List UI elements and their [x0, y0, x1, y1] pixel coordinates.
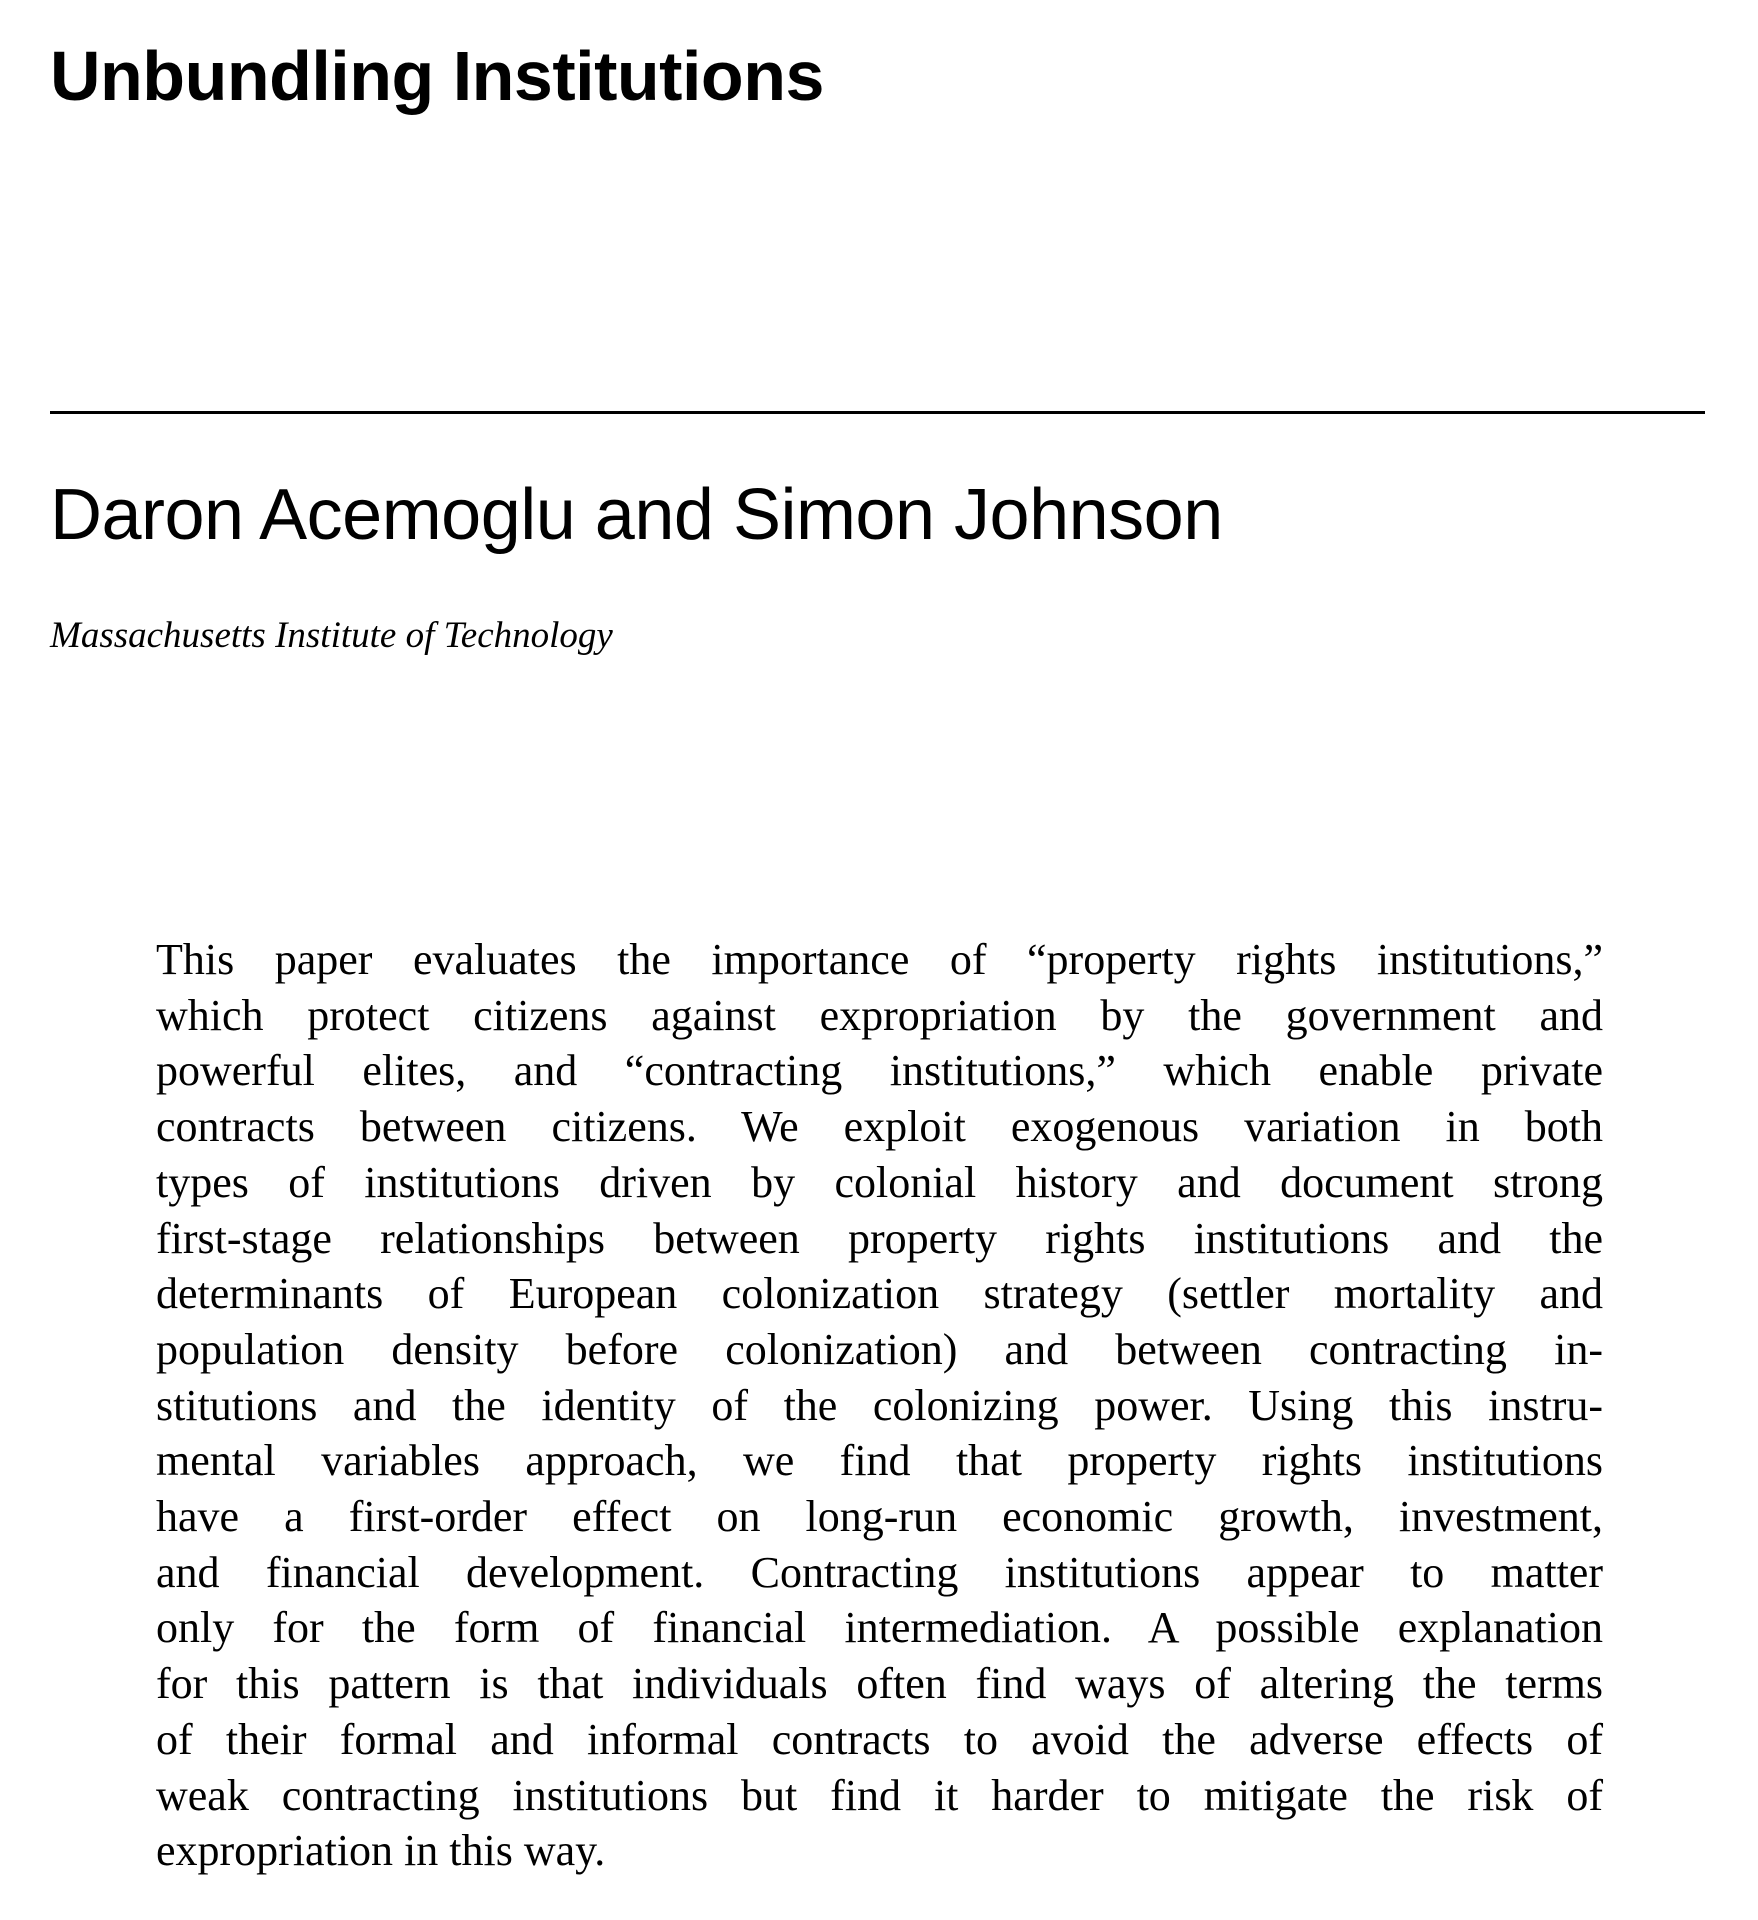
abstract-line: have a first-order effect on long-run economic growth, investment, — [156, 1492, 1603, 1542]
abstract-line: for this pattern is that individuals often find ways of altering the terms — [156, 1659, 1603, 1709]
title-divider — [50, 411, 1705, 414]
abstract-line: This paper evaluates the importance of “property rights institutions,” — [156, 935, 1603, 984]
abstract-line: determinants of European colonization strategy (settler mortality and — [156, 1269, 1603, 1319]
abstract-line: expropriation in this way. — [156, 1826, 606, 1876]
affiliation: Massachusetts Institute of Technology — [50, 615, 613, 656]
abstract-line: contracts between citizens. We exploit exogenous variation in both — [156, 1102, 1603, 1152]
abstract-line: which protect citizens against expropriation by the government and — [156, 990, 1603, 1040]
authors: Daron Acemoglu and Simon Johnson — [50, 475, 1223, 555]
paper-title: Unbundling Institutions — [50, 37, 824, 115]
abstract-line: weak contracting institutions but find it harder to mitigate the risk of — [156, 1770, 1603, 1820]
abstract-line: first-stage relationships between property rights institutions and the — [156, 1213, 1603, 1263]
abstract-line: powerful elites, and “contracting institutions,” which enable private — [156, 1046, 1603, 1096]
abstract — [156, 932, 1603, 1879]
abstract-line: types of institutions driven by colonial history and document strong — [156, 1157, 1603, 1207]
abstract-line: mental variables approach, we find that property rights institutions — [156, 1436, 1603, 1486]
abstract-line: of their formal and informal contracts to avoid the adverse effects of — [156, 1714, 1603, 1764]
abstract-line: and financial development. Contracting institutions appear to matter — [156, 1547, 1603, 1597]
abstract-line: only for the form of financial intermediation. A possible explanation — [156, 1603, 1603, 1653]
abstract-line: stitutions and the identity of the colonizing power. Using this instru- — [156, 1380, 1603, 1430]
abstract-line: population density before colonization) and between contracting in- — [156, 1324, 1603, 1374]
